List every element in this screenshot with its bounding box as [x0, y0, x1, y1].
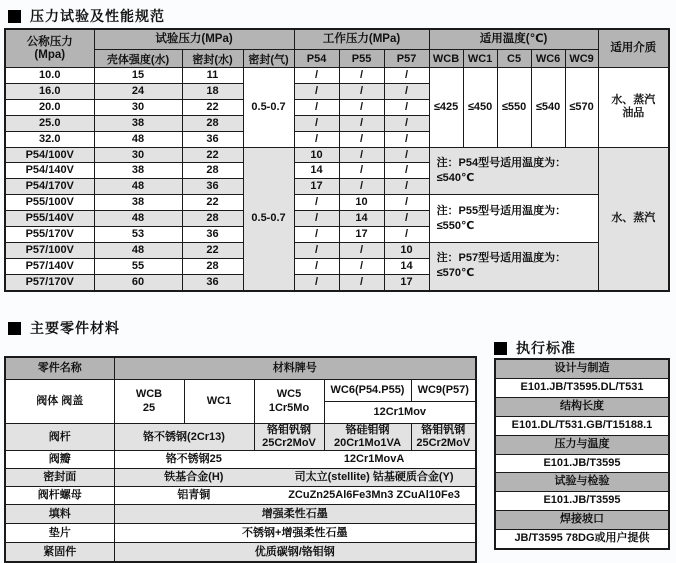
seal-cell: 28 [182, 258, 243, 274]
material-left: 铁基合金(H) [164, 471, 224, 484]
p54-cell: / [294, 68, 339, 84]
part-name-cell: 阀体 阀盖 [5, 380, 114, 424]
table2-row-disc [5, 451, 476, 469]
p55-cell: / [339, 131, 384, 147]
nominal-cell: P55/100V [5, 195, 94, 211]
p55-cell: / [339, 274, 384, 290]
standard-label: 焊接坡口 [495, 511, 669, 530]
black-square-bullet-icon [8, 322, 21, 335]
material-cell-stem-left: 铬不锈钢(2Cr13) [114, 424, 254, 451]
nominal-pressure-line2: (Mpa) [34, 48, 66, 61]
p55-cell: / [339, 179, 384, 195]
p55-cell: / [339, 68, 384, 84]
temp-wc9-cell: ≤570 [565, 68, 598, 148]
standard-value-row [495, 530, 669, 549]
standard-value: E101.DL/T531.GB/T15188.1 [495, 416, 669, 435]
part-name-cell: 阀瓣 [5, 451, 114, 469]
material-line1: WC5 [276, 388, 302, 401]
p55-cell: / [339, 242, 384, 258]
wcb-header: WCB [429, 50, 463, 68]
pressure-test-table [4, 28, 670, 292]
table1-header-row-1 [5, 29, 669, 50]
standard-value-row [495, 416, 669, 435]
p55-temperature-note [429, 195, 598, 243]
p55-cell: / [339, 83, 384, 99]
nominal-cell: P57/140V [5, 258, 94, 274]
p57-cell: / [384, 115, 429, 131]
seal-cell: 36 [182, 227, 243, 243]
p57-temperature-note [429, 242, 598, 290]
material-line2: 1Cr5Mo [268, 401, 310, 414]
standard-value-row [495, 378, 669, 397]
gas-seal-cell: 0.5-0.7 [243, 147, 294, 291]
nominal-cell: P54/100V [5, 147, 94, 163]
nominal-cell: P54/140V [5, 163, 94, 179]
seal-cell: 28 [182, 163, 243, 179]
material-line2: 25Cr2MoV [416, 437, 471, 450]
p54-cell: 17 [294, 179, 339, 195]
applicable-medium-header: 适用介质 [598, 29, 669, 68]
wc9-header: WC9 [565, 50, 598, 68]
shell-cell: 38 [94, 195, 182, 211]
section-title-text: 执行标准 [516, 340, 576, 356]
part-name-cell: 阀杆 [5, 424, 114, 451]
p57-cell: / [384, 131, 429, 147]
shell-cell: 15 [94, 68, 182, 84]
p57-cell: / [384, 147, 429, 163]
shell-cell: 48 [94, 131, 182, 147]
material-left: 铝青铜 [177, 489, 211, 502]
standard-label: 压力与温度 [495, 435, 669, 454]
material-cell-12cr1mov: 12Cr1Mov [324, 402, 476, 424]
medium-line2: 油品 [622, 107, 645, 120]
nominal-cell: P57/170V [5, 274, 94, 290]
part-name-cell: 密封面 [5, 469, 114, 487]
standard-value: E101.JB/T3595 [495, 492, 669, 511]
p54-cell: / [294, 195, 339, 211]
table2-row-fastener [5, 543, 476, 563]
p55-header: P55 [339, 50, 384, 68]
table1-header-row-2 [5, 50, 669, 68]
material-cell-stem-c4 [324, 424, 411, 451]
nominal-cell: 10.0 [5, 68, 94, 84]
material-right: 司太立(stellite) 钴基硬质合金(Y) [294, 471, 454, 484]
table2-row-sealing-face [5, 469, 476, 487]
material-cell-sealface [114, 469, 476, 487]
material-cell-packing: 增强柔性石墨 [114, 505, 476, 524]
wc6-header: WC6 [531, 50, 565, 68]
table1-row [5, 242, 669, 258]
section-title-text: 压力试验及性能规范 [30, 8, 165, 24]
working-pressure-group-header: 工作压力(MPa) [294, 29, 429, 50]
section-title-pressure-test [8, 6, 165, 26]
material-line1: 铬钼钒钢 [421, 424, 466, 436]
part-name-header: 零件名称 [5, 357, 114, 380]
shell-cell: 38 [94, 115, 182, 131]
material-cell-wc1: WC1 [184, 380, 254, 424]
shell-cell: 48 [94, 211, 182, 227]
seal-cell: 22 [182, 99, 243, 115]
nominal-cell: P55/140V [5, 211, 94, 227]
note-line2: ≤570℃ [436, 267, 475, 280]
material-right: 12Cr1MovA [343, 453, 405, 466]
p57-cell: / [384, 68, 429, 84]
p54-header: P54 [294, 50, 339, 68]
temp-wc1-cell: ≤450 [463, 68, 497, 148]
medium-cell: 水、蒸汽 [598, 147, 669, 291]
shell-cell: 60 [94, 274, 182, 290]
temp-wc6-cell: ≤540 [531, 68, 565, 148]
material-cell-stem-c5 [411, 424, 476, 451]
nominal-cell: 25.0 [5, 115, 94, 131]
applicable-temperature-group-header: 适用温度(℃) [429, 29, 598, 50]
nominal-cell: P54/170V [5, 179, 94, 195]
material-line1: 铬钼钒钢 [267, 424, 311, 436]
standard-label: 试验与检验 [495, 473, 669, 492]
note-line2: ≤550℃ [436, 219, 475, 232]
c5-header: C5 [497, 50, 531, 68]
note-line1: 注：P54型号适用温度为： [436, 156, 567, 169]
p55-cell: / [339, 258, 384, 274]
standard-label-row [495, 511, 669, 530]
table2-header-row [5, 357, 476, 380]
shell-cell: 53 [94, 227, 182, 243]
seal-cell: 22 [182, 147, 243, 163]
seal-water-header: 密封(水) [182, 50, 243, 68]
p54-cell: / [294, 83, 339, 99]
standard-value: E101.JB/T3595 [495, 454, 669, 473]
nominal-pressure-line1: 公称压力 [26, 35, 73, 48]
seal-gas-header: 密封(气) [243, 50, 294, 68]
table2-row-packing [5, 505, 476, 524]
material-cell-disc [114, 451, 476, 469]
table1-row [5, 68, 669, 84]
shell-cell: 48 [94, 242, 182, 258]
shell-cell: 48 [94, 179, 182, 195]
p57-cell: / [384, 211, 429, 227]
p57-header: P57 [384, 50, 429, 68]
note-line2: ≤540℃ [436, 171, 475, 184]
shell-cell: 38 [94, 163, 182, 179]
material-right: ZCuZn25Al6Fe3Mn3 ZCuAl10Fe3 [288, 489, 460, 502]
p54-temperature-note [429, 147, 598, 195]
nominal-cell: P57/100V [5, 242, 94, 258]
shell-cell: 30 [94, 99, 182, 115]
section-title-standards [494, 338, 576, 358]
seal-cell: 11 [182, 68, 243, 84]
shell-strength-header: 壳体强度(水) [94, 50, 182, 68]
material-line2: 20Cr1Mo1VA [333, 437, 402, 450]
p57-cell: 10 [384, 242, 429, 258]
p54-cell: / [294, 115, 339, 131]
standard-label-row [495, 473, 669, 492]
p54-cell: 14 [294, 163, 339, 179]
medium-cell [598, 68, 669, 148]
black-square-bullet-icon [494, 342, 507, 355]
p55-cell: / [339, 115, 384, 131]
table2-row-gasket [5, 524, 476, 543]
p55-cell: 14 [339, 211, 384, 227]
standard-value-row [495, 454, 669, 473]
table1-row [5, 147, 669, 163]
p57-cell: / [384, 163, 429, 179]
material-cell-nut [114, 487, 476, 505]
standard-label-row [495, 397, 669, 416]
seal-cell: 18 [182, 83, 243, 99]
material-cell-wc6: WC6(P54.P55) [324, 380, 411, 402]
material-cell-wc5 [254, 380, 324, 424]
table1-row [5, 195, 669, 211]
temp-wcb-cell: ≤425 [429, 68, 463, 148]
test-pressure-group-header: 试验压力(MPa) [94, 29, 294, 50]
shell-cell: 24 [94, 83, 182, 99]
gas-seal-cell: 0.5-0.7 [243, 68, 294, 148]
p57-cell: / [384, 195, 429, 211]
standard-label-row [495, 435, 669, 454]
p57-cell: / [384, 227, 429, 243]
p55-cell: 10 [339, 195, 384, 211]
p55-cell: 17 [339, 227, 384, 243]
seal-cell: 22 [182, 195, 243, 211]
seal-cell: 36 [182, 274, 243, 290]
standards-table [494, 358, 670, 550]
part-name-cell: 垫片 [5, 524, 114, 543]
nominal-cell: P55/170V [5, 227, 94, 243]
p54-cell: / [294, 227, 339, 243]
standard-label-row [495, 359, 669, 378]
wc1-header: WC1 [463, 50, 497, 68]
material-line2: 25Cr2MoV [262, 437, 316, 450]
seal-cell: 36 [182, 179, 243, 195]
shell-cell: 30 [94, 147, 182, 163]
seal-cell: 28 [182, 211, 243, 227]
standard-value-row [495, 492, 669, 511]
materials-table [4, 356, 477, 563]
material-line1: 铬硅钼钢 [345, 424, 390, 436]
p54-cell: / [294, 211, 339, 227]
medium-line1: 水、蒸汽 [611, 94, 656, 107]
shell-cell: 55 [94, 258, 182, 274]
standard-label: 结构长度 [495, 397, 669, 416]
note-line1: 注：P57型号适用温度为： [436, 252, 567, 265]
section-title-text: 主要零件材料 [30, 320, 120, 336]
material-cell-stem-c3 [254, 424, 324, 451]
p54-cell: / [294, 258, 339, 274]
seal-cell: 36 [182, 131, 243, 147]
black-square-bullet-icon [8, 10, 21, 23]
p55-cell: / [339, 99, 384, 115]
p57-cell: 17 [384, 274, 429, 290]
note-line1: 注：P55型号适用温度为： [436, 204, 567, 217]
seal-cell: 28 [182, 115, 243, 131]
material-line2: 25 [142, 401, 156, 414]
nominal-pressure-header [5, 29, 94, 68]
p54-cell: / [294, 131, 339, 147]
p57-cell: / [384, 179, 429, 195]
part-name-cell: 填料 [5, 505, 114, 524]
material-cell-gasket: 不锈钢+增强柔性石墨 [114, 524, 476, 543]
section-title-materials [8, 318, 120, 338]
table2-row-stem-nut [5, 487, 476, 505]
material-cell-fastener: 优质碳钢/铬钼钢 [114, 543, 476, 563]
part-name-cell: 紧固件 [5, 543, 114, 563]
material-cell-wc9: WC9(P57) [411, 380, 476, 402]
p55-cell: / [339, 147, 384, 163]
p54-cell: / [294, 242, 339, 258]
standard-value: E101.JB/T3595.DL/T531 [495, 378, 669, 397]
material-cell-wcb [114, 380, 184, 424]
nominal-cell: 32.0 [5, 131, 94, 147]
table2-row-body-bonnet [5, 380, 476, 402]
nominal-cell: 16.0 [5, 83, 94, 99]
table2-row-stem [5, 424, 476, 451]
p57-cell: / [384, 83, 429, 99]
material-grade-header: 材料牌号 [114, 357, 476, 380]
material-line1: WCB [135, 388, 163, 401]
p54-cell: / [294, 274, 339, 290]
material-left: 铬不锈钢25 [165, 453, 222, 466]
seal-cell: 22 [182, 242, 243, 258]
p57-cell: / [384, 99, 429, 115]
part-name-cell: 阀杆螺母 [5, 487, 114, 505]
nominal-cell: 20.0 [5, 99, 94, 115]
standard-value: JB/T3595 78DG或用户提供 [495, 530, 669, 549]
p57-cell: 14 [384, 258, 429, 274]
p54-cell: 10 [294, 147, 339, 163]
temp-c5-cell: ≤550 [497, 68, 531, 148]
p55-cell: / [339, 163, 384, 179]
standard-label: 设计与制造 [495, 359, 669, 378]
p54-cell: / [294, 99, 339, 115]
